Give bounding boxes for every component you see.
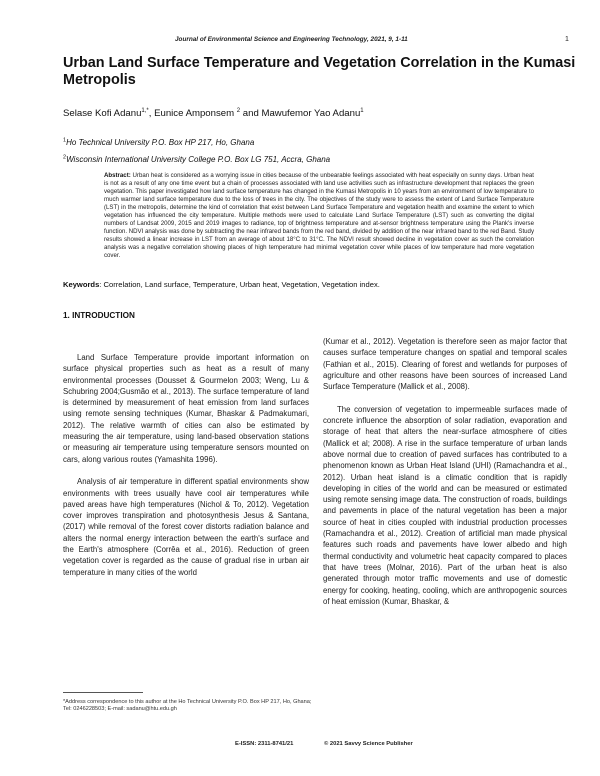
author-affiliation-mark: 2: [236, 107, 241, 114]
paragraph: (Kumar et al., 2012). Vegetation is therefore seen as major factor that causes surface temperature changes on spatial and temporal scales (Fathian et al., 2015). Clearing of forest and wetlands for purposes of agriculture and other reasons have been sources of increased Land Surface Temperature (Mallick et al., 2008).: [323, 337, 567, 392]
copyright: © 2021 Savvy Science Publisher: [324, 741, 413, 747]
article-title: Urban Land Surface Temperature and Vegetation Correlation in the Kumasi Metropolis: [63, 55, 576, 88]
paragraph: Land Surface Temperature provide important information on surface physical properties such as heat as a result of many environmental processes (Dousset & Gourmelon 2003; Weng, Lu & Schubring 2004;Gusmão et al., 2013). The surface temperature of land is determined by measurement of heat emission from land surfaces using remote sensing techniques (Kumar, Bhaskar & Padmakumari, 2012). The relative warmth of cities can also be estimated by measuring the air temperature, using land-based observation stations or measuring air temperature using temperature sensors mounted on cars, along various routes (Yamashita 1996).: [63, 353, 309, 464]
section-heading: 1. INTRODUCTION: [63, 311, 135, 320]
footnote-divider: [63, 692, 143, 693]
paragraph: Analysis of air temperature in different spatial environments show environments with trees usually have cool air temperatures while paved areas have high temperatures (Nichol & To, 2012). Vegetation cover improves transpiration and photosynthesis Jesus & Santana, (2017) while removal of the forest cover distorts radiation balance and alters the normal energy interaction between the earth's surface and the Earth's atmosphere (Corrêa et al., 2016). Reduction of green vegetation cover is regarded as the cause of gradual rise in urban air temperature in many cities of the world: [63, 477, 309, 577]
affiliation-text: Ho Technical University P.O. Box HP 217, Ho, Ghana: [66, 138, 255, 147]
abstract-text: Urban heat is considered as a worrying issue in cities because of the unbearable feelings associated with heat especially on sunny days. Urban heat is not as a result of any one time event but a chain of processes associated with land use activities such as infrastructure development that replaces the green vegetation. This paper investigated how land surface temperature has changed in the Kumasi Metropolis in 10 years from an environment of low temperature to much warmer land surface temperature due to the loss of trees in the city. The objectives of the study were to assess the extent of Land Surface Temperature (LST) in the metropolis, determine the kind of correlation that exist between Land Surface Temperature and vegetation health and examine the extent to which vegetation has influenced the city temperature. Multiple methods were used to calculate Land Surface Temperature (LST) such as converting the digital numbers of Landsat 2009, 2015 and 2019 images to radiance, top of brightness temperature and at-sensor brightness temperature using the Plank's inverse function. NDVI analysis was done by subtracting the near infrared bands from the red band, divided by addition of the near infrared band to the red Band. Study results showed a linear increase in LST from an average of about 18°C to 31°C. The NDVI result showed decline in vegetation cover as such the correlation analysis was a negative correlation showing places of high temperature had minimal vegetation cover while places of low temperature had more vegetation cover.: [104, 172, 534, 260]
affiliation-mark: 2: [63, 154, 67, 161]
keywords: [63, 280, 543, 289]
author-name: Selase Kofi Adanu: [63, 108, 142, 119]
page-number: 1: [565, 36, 569, 43]
author-affiliation-mark: 1: [360, 107, 364, 114]
footnote: *Address correspondence to this author at the Ho Technical University P.O. Box HP 217, Ho, Ghana; Tel: 0246228503; E-mail: sadanu@htu.edu.gh: [63, 699, 312, 713]
left-column: [63, 352, 309, 589]
author-name: , Eunice Amponsem: [148, 108, 235, 119]
author-name: and Mawufemor Yao Adanu: [240, 108, 361, 119]
keywords-label: Keywords: [63, 280, 100, 289]
affiliation-mark: 1: [63, 137, 67, 144]
abstract-label: Abstract:: [104, 172, 131, 179]
issn: E-ISSN: 2311-8741/21: [235, 741, 294, 747]
right-column: [323, 336, 567, 618]
affiliation-2: [63, 155, 330, 164]
affiliation-text: Wisconsin International University College P.O. Box LG 751, Accra, Ghana: [66, 155, 331, 164]
abstract: [104, 172, 534, 261]
author-list: [63, 108, 364, 119]
journal-header: Journal of Environmental Science and Engineering Technology, 2021, 9, 1-11: [175, 36, 408, 43]
paragraph: The conversion of vegetation to impermeable surfaces made of concrete influence the absorption of solar radiation, evaporation and storage of heat that alters the near-surface atmosphere of cities (Mallick et al; 2008). A rise in the surface temperature of urban lands above normal due to creation of paved surfaces has contributed to a phenomenon known as Urban Heat Island (UHI) (Ramachandra et al., 2012). Urban heat island is a climatic condition that is rapidly developing in cities of the world and can be measured or estimated using remote sensing image data. The construction of roads, buildings and pavements in place of the natural vegetation has been a major source of heat in cities coupled with industrial production processes (Ramachandra et al., 2012). Creation of artificial man made physical features such roads and pavements have lower albedo and high thermal conductivity and volumetric heat capacity compared to places that have trees (Molnar, 2016). Part of the urban heat is also generated through motor traffic movements and use of domestic energy for cooking, heating, cooling, which are anthropogenic sources of heat emission (Kumar, Bhaskar, &: [323, 404, 567, 606]
keywords-text: : Correlation, Land surface, Temperature, Urban heat, Vegetation, Vegetation index.: [99, 280, 380, 289]
author-affiliation-mark: 1,*: [141, 107, 149, 114]
affiliation-1: [63, 138, 254, 147]
